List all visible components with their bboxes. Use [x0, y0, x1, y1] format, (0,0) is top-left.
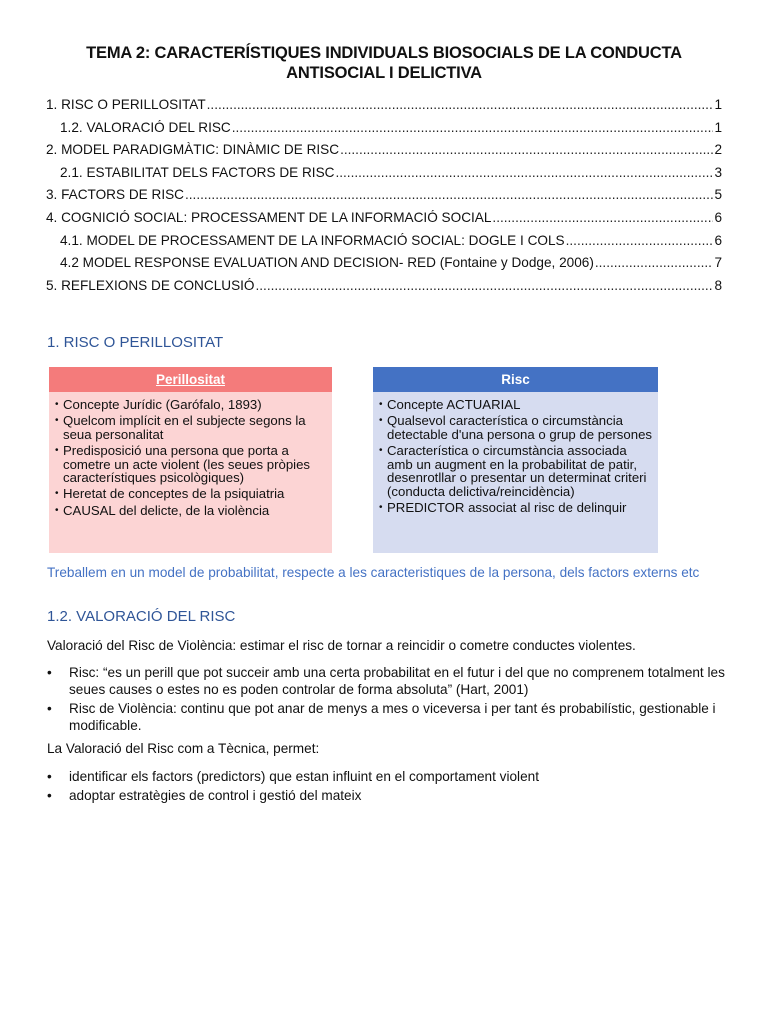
toc-entry[interactable]	[46, 233, 722, 256]
toc-dot-leader	[340, 142, 713, 157]
risc-item-text: Qualsevol característica o circumstància detectable d'una persona o grup de persones	[387, 413, 652, 442]
section-heading-risc: 1. RISC O PERILLOSITAT	[47, 334, 224, 351]
toc-entry[interactable]	[46, 97, 722, 120]
toc-entry-page: 6	[714, 209, 722, 225]
bullet-icon: •	[55, 488, 59, 500]
section-heading-valoracio: 1.2. VALORACIÓ DEL RISC	[47, 608, 236, 625]
toc-entry-text: 3. FACTORS DE RISC	[46, 187, 184, 203]
technique-intro: La Valoració del Risc com a Tècnica, permet:	[47, 741, 320, 756]
toc-dot-leader	[207, 97, 714, 112]
toc-dot-leader	[566, 233, 714, 248]
list-item	[47, 787, 727, 804]
perillositat-item-text: Heretat de conceptes de la psiquiatria	[63, 486, 285, 502]
toc-dot-leader	[335, 165, 713, 180]
probability-note: Treballem en un model de probabilitat, respecte a les caracteristiques de la persona, dels factors externs etc	[47, 565, 700, 580]
toc-dot-leader	[185, 187, 713, 202]
risc-item-text: Característica o circumstància associada amb un augment en la probabilitat de patir, desenrotllar o presentar un determinat criteri (conducta delictiva/reincidència)	[387, 442, 647, 499]
toc-dot-leader	[256, 278, 714, 293]
bullet-icon: •	[379, 444, 383, 456]
risc-item-text: Concepte ACTUARIAL	[387, 397, 521, 412]
toc-entry[interactable]	[46, 120, 722, 143]
valoracio-intro: Valoració del Risc de Violència: estimar el risc de tornar a reincidir o cometre conductes violentes.	[47, 638, 636, 653]
toc-dot-leader	[232, 120, 714, 135]
risc-item	[379, 444, 652, 498]
document-title	[40, 43, 728, 83]
toc-entry[interactable]	[46, 255, 722, 278]
risc-body	[373, 392, 658, 553]
toc-dot-leader	[492, 210, 713, 225]
toc-dot-leader	[595, 255, 714, 270]
perillositat-title: Perillositat	[155, 372, 226, 387]
perillositat-item	[55, 504, 326, 518]
toc-entry-text: 4. COGNICIÓ SOCIAL: PROCESSAMENT DE LA INFORMACIÓ SOCIAL	[46, 209, 492, 225]
perillositat-body	[49, 392, 332, 553]
toc-entry-text: 4.1. MODEL DE PROCESSAMENT DE LA INFORMACIÓ SOCIAL: DOGLE I COLS	[60, 232, 565, 248]
bullet-icon: •	[47, 701, 52, 716]
toc-entry[interactable]	[46, 165, 722, 188]
risc-item	[379, 501, 652, 515]
bullet-icon: •	[379, 415, 383, 427]
perillositat-header	[49, 367, 332, 392]
bullet-icon: •	[379, 501, 383, 513]
perillositat-box	[49, 367, 332, 553]
perillositat-item-text: Quelcom implícit en el subjecte segons la seua personalitat	[63, 413, 306, 442]
bullet-icon: •	[55, 444, 59, 456]
toc-entry-page: 5	[714, 187, 722, 203]
risc-title: Risc	[501, 372, 530, 387]
toc-entry[interactable]	[46, 210, 722, 233]
list-item-text: Risc: “es un perill que pot succeir amb una certa probabilitat en el futur i del que no comprenem totalment les seues causes o estes no es poden controlar de forma absoluta” (Hart, 2001)	[69, 665, 725, 697]
bullet-icon: •	[55, 399, 59, 410]
list-item-text: Risc de Violència: continu que pot anar de menys a mes o viceversa i per tant és probabilístic, gestionable i modificable.	[69, 701, 716, 733]
list-item	[47, 664, 727, 698]
perillositat-item-text: CAUSAL del delicte, de la violència	[63, 502, 270, 518]
risc-header	[373, 367, 658, 392]
perillositat-item	[55, 398, 326, 412]
title-line-2: ANTISOCIAL I DELICTIVA	[286, 64, 482, 82]
risc-item-text: PREDICTOR associat al risc de delinquir	[387, 499, 627, 515]
toc-entry-page: 2	[714, 142, 722, 158]
list-item	[47, 700, 727, 734]
perillositat-item	[55, 487, 326, 501]
perillositat-item	[55, 444, 326, 485]
bullet-icon: •	[379, 399, 383, 410]
perillositat-item-text: Predisposició una persona que porta a cometre un acte violent (les seues pròpies característiques psicològiques)	[63, 442, 311, 486]
toc-entry[interactable]	[46, 187, 722, 210]
list-item-text: adoptar estratègies de control i gestió del mateix	[69, 788, 362, 803]
toc-entry-text: 1.2. VALORACIÓ DEL RISC	[60, 119, 231, 135]
toc-entry[interactable]	[46, 278, 722, 301]
perillositat-item	[55, 414, 326, 441]
risc-item	[379, 398, 652, 412]
list-item	[47, 768, 727, 785]
toc-entry-page: 7	[714, 255, 722, 271]
bullet-icon: •	[47, 788, 52, 803]
risk-definitions-list	[47, 664, 727, 736]
toc-entry-text: 5. REFLEXIONS DE CONCLUSIÓ	[46, 277, 255, 293]
title-line-1: TEMA 2: CARACTERÍSTIQUES INDIVIDUALS BIOSOCIALS DE LA CONDUCTA	[86, 44, 682, 62]
table-of-contents	[46, 97, 722, 300]
bullet-icon: •	[55, 504, 59, 516]
toc-entry-text: 1. RISC O PERILLOSITAT	[46, 97, 206, 112]
bullet-icon: •	[47, 665, 52, 680]
technique-list	[47, 768, 727, 806]
toc-entry-page: 8	[714, 277, 722, 293]
toc-entry-page: 3	[714, 164, 722, 180]
toc-entry-page: 1	[714, 97, 722, 112]
toc-entry[interactable]	[46, 142, 722, 165]
risc-item	[379, 414, 652, 441]
list-item-text: identificar els factors (predictors) que estan influint en el comportament violent	[69, 769, 539, 784]
risc-box	[373, 367, 658, 553]
bullet-icon: •	[47, 769, 52, 784]
perillositat-item-text: Concepte Jurídic (Garófalo, 1893)	[63, 397, 262, 412]
toc-entry-text: 2. MODEL PARADIGMÀTIC: DINÀMIC DE RISC	[46, 142, 340, 158]
bullet-icon: •	[55, 415, 59, 427]
toc-entry-text: 4.2 MODEL RESPONSE EVALUATION AND DECISION- RED (Fontaine y Dodge, 2006)	[60, 255, 594, 271]
toc-entry-page: 6	[714, 232, 722, 248]
toc-entry-text: 2.1. ESTABILITAT DELS FACTORS DE RISC	[60, 164, 335, 180]
toc-entry-page: 1	[714, 119, 722, 135]
